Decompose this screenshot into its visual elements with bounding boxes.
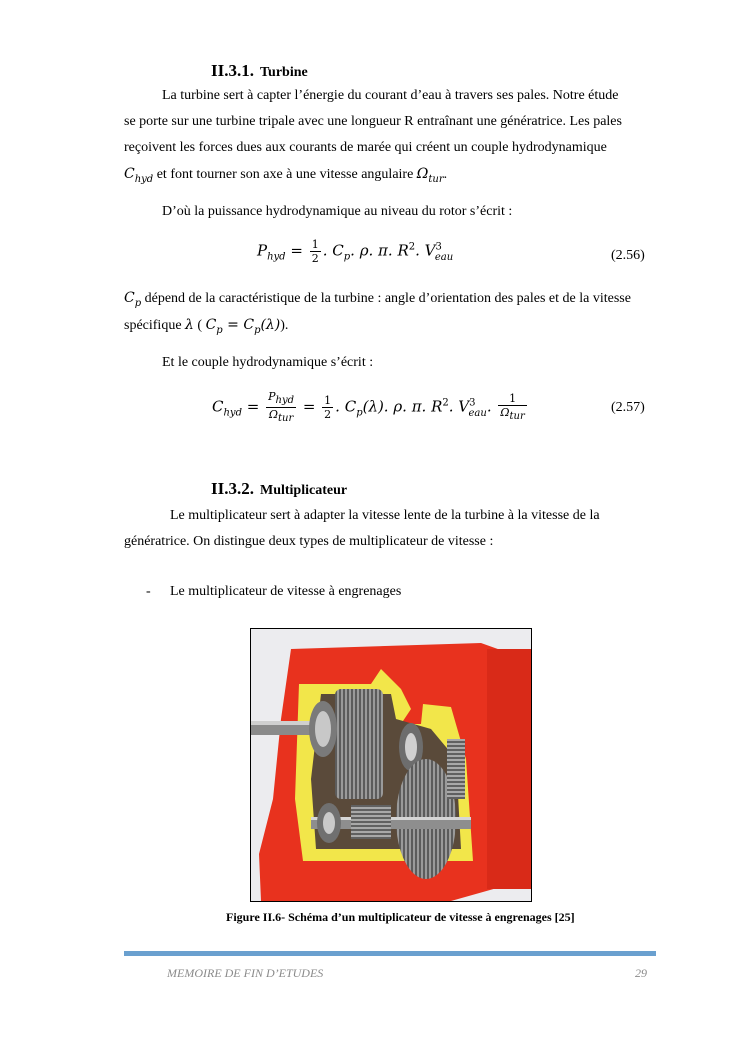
section-heading-turbine (211, 61, 308, 81)
pinion-gear (447, 739, 465, 799)
symbol-cp: $C_p$ (124, 290, 142, 309)
equation-2-56: $P_{hyd}$ = $\frac{1}{2}$ . $C_p$. ρ. π. $R^2$. $V^3_{eau}$ (257, 238, 454, 265)
fraction-one-half: $\frac{1}{2}$ (324, 394, 332, 422)
paragraph-text: spécifique (124, 318, 182, 333)
paragraph-line: reçoivent les forces dues aux courants de marée qui créent un couple hydrodynamique (124, 140, 607, 155)
footer-rule (124, 951, 656, 956)
paragraph-line: Et le couple hydrodynamique s’écrit : (162, 355, 374, 370)
page-number: 29 (635, 966, 647, 980)
bullet-marker: - (146, 584, 151, 599)
equation-number: (2.57) (611, 400, 645, 415)
fraction-one-half: $\frac{1}{2}$ (311, 238, 319, 265)
output-flange (487, 649, 531, 889)
paragraph-line: La turbine sert à capter l’énergie du courant d’eau à travers ses pales. Notre étude (162, 88, 619, 103)
paragraph-text: dépend de la caractéristique de la turbine : angle d’orientation des pales et de la vitesse (144, 291, 631, 306)
gearbox-figure (250, 628, 532, 902)
paragraph-line: se porte sur une turbine tripale avec une longueur R entraînant une génératrice. Les pales (124, 114, 622, 129)
paragraph-line-with-math: $C_{hyd}$ et font tourner son axe à une vitesse angulaire $\Omega_{tur}$. (124, 166, 448, 185)
paragraph-line-with-math: spécifique λ ( $C_p = C_p(\lambda)$). (124, 317, 289, 336)
relation-cp-lambda: $C_p = C_p(\lambda)$ (205, 317, 281, 336)
section-number: II.3.2. (211, 479, 254, 498)
footer-title: MEMOIRE DE FIN D’ETUDES (167, 966, 324, 980)
equation-number: (2.56) (611, 248, 645, 263)
paragraph-text: et font tourner son axe à une vitesse angulaire (156, 167, 414, 182)
gearbox-illustration (251, 629, 531, 901)
bullet-item: Le multiplicateur de vitesse à engrenages (170, 584, 402, 599)
section-title: Turbine (259, 65, 308, 80)
fraction-one-over-omega: $\frac{1}{\Omega_{tur}}$ (500, 392, 525, 423)
section-heading-multiplicateur (211, 479, 347, 499)
paragraph-line: Le multiplicateur sert à adapter la vitesse lente de la turbine à la vitesse de la (170, 508, 600, 523)
symbol-omega-tur: $\Omega_{tur}$ (416, 166, 444, 185)
figure-caption: Figure II.6- Schéma d’un multiplicateur de vitesse à engrenages [25] (226, 910, 575, 924)
paragraph-line: génératrice. On distingue deux types de multiplicateur de vitesse : (124, 534, 494, 549)
fraction-p-over-omega: $\frac{P_{hyd}}{\Omega_{tur}}$ (268, 390, 295, 425)
equation-2-57: $C_{hyd}$ = $\frac{P_{hyd}}{\Omega_{tur}}$ = $\frac{1}{2}$ . $C_p(\lambda)$. ρ. π. $R^2$. $V^3_{eau}$. $\frac{1}{\Omega_{tur}}$ (212, 390, 525, 425)
symbol-lambda: λ (185, 317, 194, 333)
paragraph-line: D’où la puissance hydrodynamique au niveau du rotor s’écrit : (162, 204, 513, 219)
symbol-c-hyd: $C_{hyd}$ (124, 166, 154, 185)
section-number: II.3.1. (211, 61, 254, 80)
section-title: Multiplicateur (259, 483, 348, 498)
large-gear (335, 689, 383, 799)
